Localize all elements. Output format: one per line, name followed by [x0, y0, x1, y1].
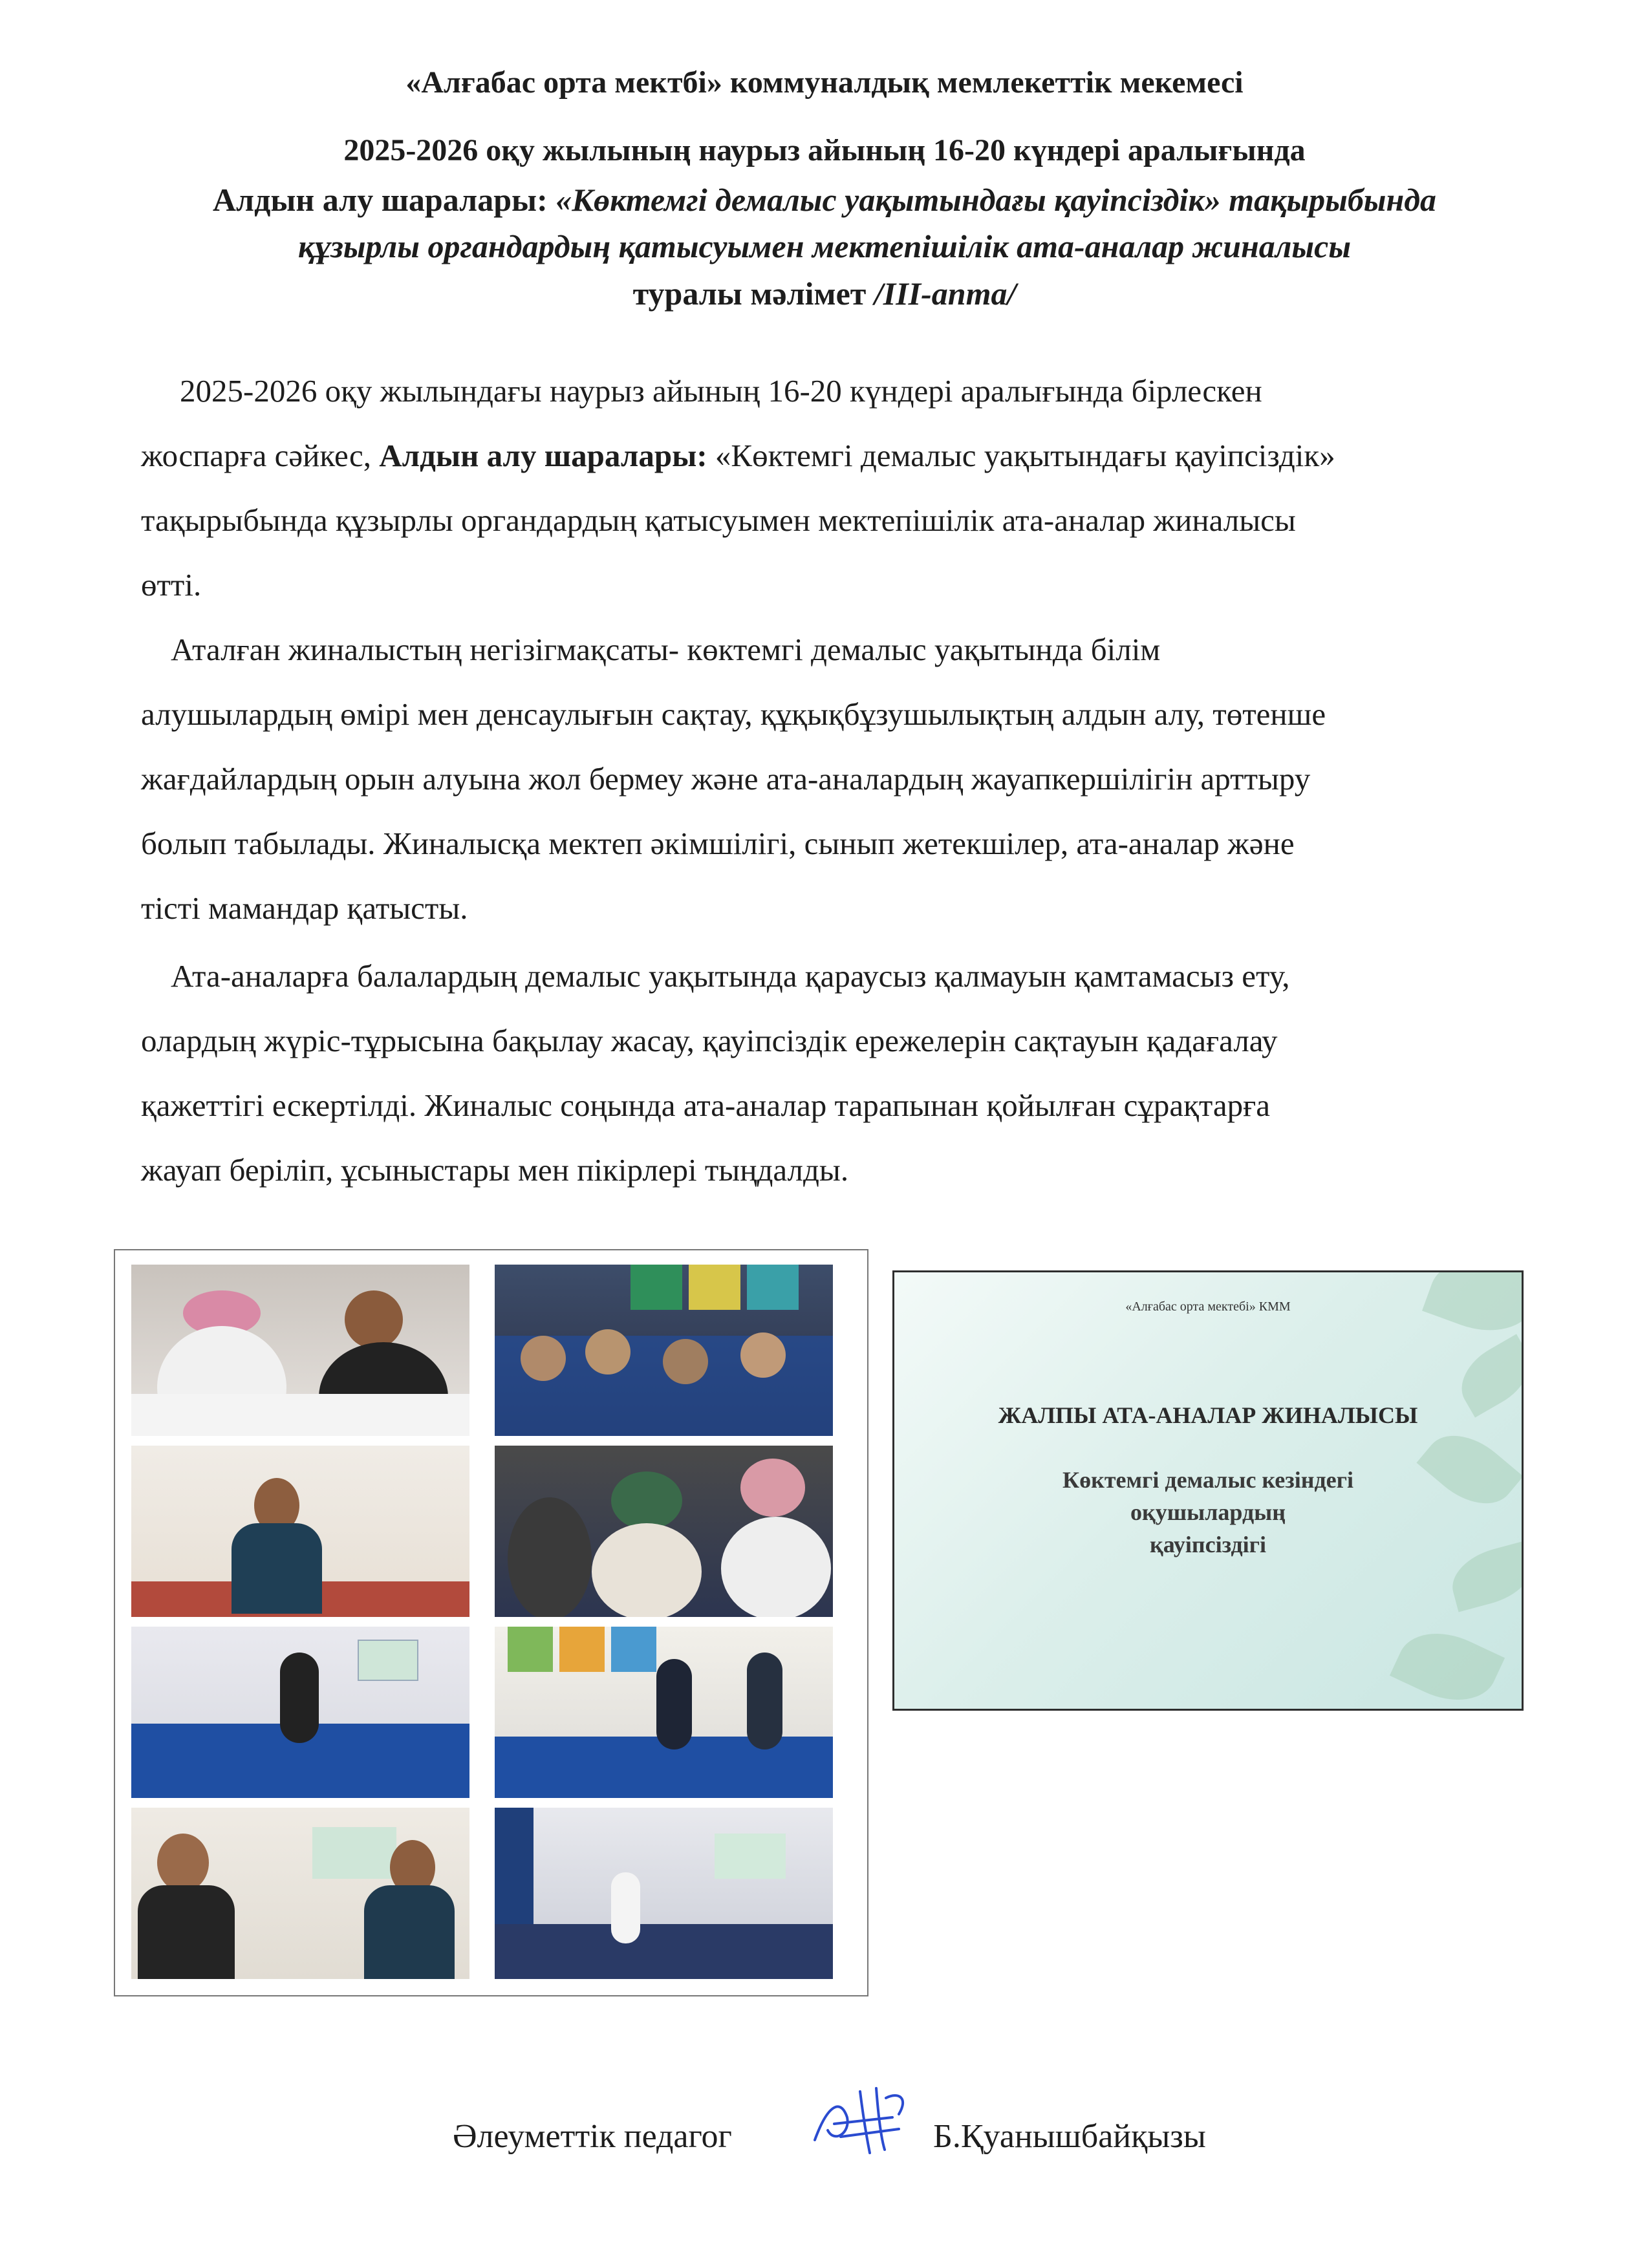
p1-line-3: тақырыбында құзырлы органдардың қатысуымен мектепішілік ата-аналар жиналысы: [141, 502, 1296, 538]
slide-subtitle-1: Көктемгі демалыс кезіндегі: [1062, 1467, 1354, 1493]
p2-line-5: тісті мамандар қатысты.: [141, 890, 468, 926]
p3-line-1: Ата-аналарға балалардың демалыс уақытында қараусыз қалмауын қамтамасыз ету,: [171, 958, 1290, 994]
presentation-slide: [892, 1270, 1524, 1711]
photo-stage-speakers: [495, 1627, 833, 1798]
p2-line-4: болып табылады. Жиналысқа мектеп әкімшілігі, сынып жетекшілер, ата-аналар және: [141, 826, 1295, 861]
p2-line-3: жағдайлардың орын алуына жол бермеу және ата-аналардың жауапкершілігін арттыру: [141, 761, 1311, 797]
p3-line-4: жауап беріліп, ұсыныстары мен пікірлері тыңдалды.: [141, 1152, 849, 1188]
slide-subtitle-2: оқушылардың: [1130, 1499, 1286, 1525]
paragraph-1: [141, 359, 1512, 617]
photo-audience-hall: [495, 1265, 833, 1436]
paragraph-3: [141, 944, 1512, 1203]
title-line-1: 2025-2026 оқу жылының наурыз айының 16-20 күндері аралығында: [343, 133, 1306, 167]
title-info-label: туралы мәлімет: [632, 275, 874, 312]
photo-collage: [114, 1249, 868, 1996]
p1-line-4: өтті.: [141, 567, 202, 603]
slide-organization: «Алғабас орта мектебі» КММ: [1125, 1300, 1291, 1314]
p1-line-2-pre: жоспарға сәйкес,: [141, 438, 380, 473]
photo-speaker-2: [131, 1808, 469, 1979]
photo-hall-wide: [495, 1808, 833, 1979]
p1-line-1: 2025-2026 оқу жылындағы наурыз айының 16-20 күндері аралығында бірлескен: [180, 373, 1262, 409]
p1-line-2: [141, 423, 1512, 488]
photo-registration: [131, 1265, 469, 1436]
photo-parents-seated: [495, 1446, 833, 1617]
photo-speaker-1: [131, 1446, 469, 1617]
photo-presentation-hall: [131, 1627, 469, 1798]
p1-line-2-post: «Көктемгі демалыс уақытындағы қауіпсіздік»: [707, 438, 1335, 473]
title-line-2: [0, 181, 1649, 219]
title-line-3: құзырлы органдардың қатысуымен мектепішілік ата-аналар жиналысы: [297, 228, 1352, 264]
p1-bold-label: Алдын алу шаралары:: [379, 438, 707, 473]
title-topic: «Көктемгі демалыс уақытындағы қауіпсіздік» тақырыбында: [555, 182, 1437, 218]
slide-title: ЖАЛПЫ АТА-АНАЛАР ЖИНАЛЫСЫ: [998, 1402, 1418, 1428]
p2-line-2: алушылардың өмірі мен денсаулығын сақтау, құқықбұзушылықтың алдын алу, төтенше: [141, 696, 1326, 732]
slide-subtitle-3: қауіпсіздігі: [1149, 1532, 1267, 1557]
signer-name: Б.Қуанышбайқызы: [933, 2118, 1206, 2155]
title-prevention-label: Алдын алу шаралары:: [212, 182, 556, 218]
p3-line-3: қажеттігі ескертілді. Жиналыс соңында ата-аналар тарапынан қойылған сұрақтарға: [141, 1087, 1271, 1123]
paragraph-2: [141, 617, 1512, 941]
signer-role: Әлеуметтік педагог: [453, 2118, 732, 2155]
p2-line-1: Аталған жиналыстың негізігмақсаты- көктемгі демалыс уақытында білім: [171, 632, 1161, 667]
title-line-4: [0, 275, 1649, 312]
p3-line-2: олардың жүріс-тұрысына бақылау жасау, қауіпсіздік ережелерін сақтауын қадағалау: [141, 1023, 1278, 1058]
organization-name: «Алғабас орта мектбі» коммуналдық мемлекеттік мекемесі: [405, 65, 1244, 100]
signature: [802, 2079, 918, 2163]
title-week: /ІІІ-апта/: [874, 275, 1017, 312]
